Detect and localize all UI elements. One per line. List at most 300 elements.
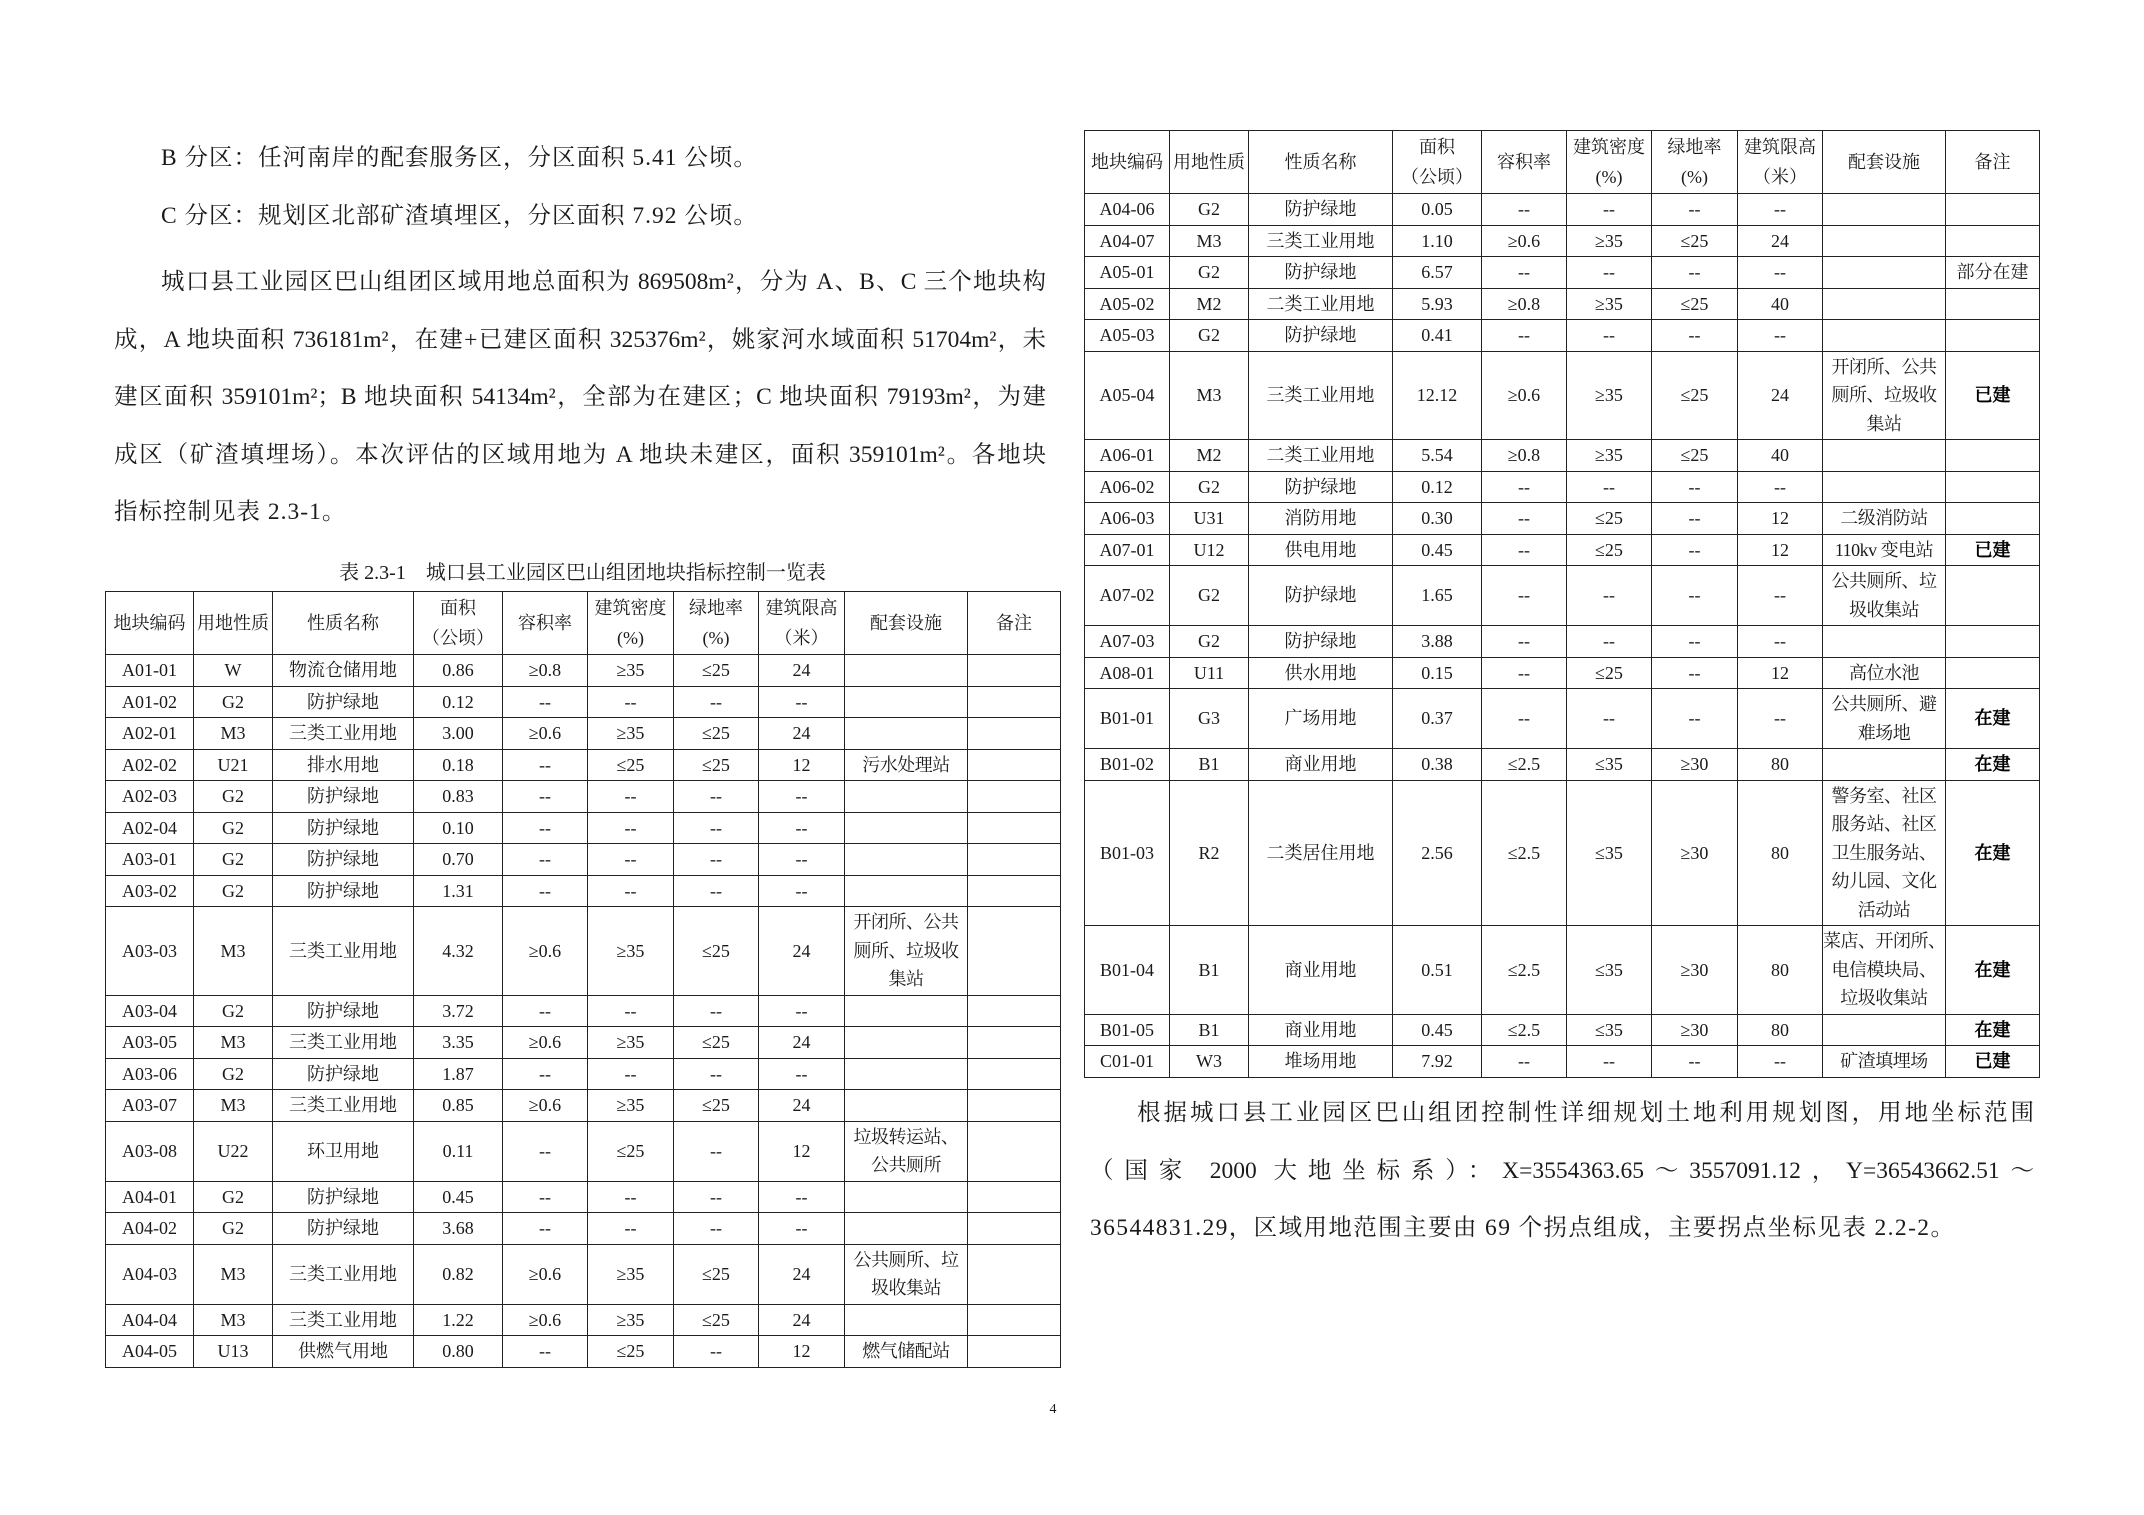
- cell-remark: [968, 907, 1061, 996]
- cell-land-use-code: B1: [1170, 1014, 1249, 1046]
- cell-area: 0.38: [1393, 749, 1482, 781]
- header-land-use-code: 用地性质: [1170, 131, 1249, 194]
- cell-area: 0.18: [414, 749, 503, 781]
- cell-facilities: [845, 995, 968, 1027]
- cell-height-limit: 24: [759, 655, 845, 687]
- cell-land-use-name: 供燃气用地: [273, 1336, 414, 1368]
- cell-facilities: [1823, 288, 1946, 320]
- cell-facilities: [1823, 626, 1946, 658]
- cell-land-use-code: B1: [1170, 749, 1249, 781]
- cell-green-ratio: ≥30: [1652, 749, 1738, 781]
- cell-remark: [968, 686, 1061, 718]
- cell-land-use-code: B1: [1170, 926, 1249, 1015]
- table-row: [106, 875, 1061, 907]
- table-row: [106, 812, 1061, 844]
- cell-plot-code: A03-07: [106, 1090, 194, 1122]
- cell-remark: [968, 875, 1061, 907]
- cell-land-use-name: 防护绿地: [1249, 626, 1393, 658]
- cell-remark: 已建: [1946, 534, 2040, 566]
- cell-remark: 在建: [1946, 689, 2040, 749]
- cell-land-use-code: M3: [194, 907, 273, 996]
- cell-green-ratio: --: [674, 1336, 759, 1368]
- cell-land-use-name: 防护绿地: [273, 812, 414, 844]
- cell-land-use-name: 供水用地: [1249, 657, 1393, 689]
- cell-land-use-code: U31: [1170, 503, 1249, 535]
- cell-plot-code: A03-04: [106, 995, 194, 1027]
- cell-land-use-name: 三类工业用地: [273, 1244, 414, 1304]
- cell-height-limit: 24: [759, 718, 845, 750]
- cell-facilities: 矿渣填埋场: [1823, 1046, 1946, 1078]
- cell-floor-area-ratio: --: [1482, 194, 1567, 226]
- cell-land-use-name: 广场用地: [1249, 689, 1393, 749]
- cell-land-use-name: 防护绿地: [273, 875, 414, 907]
- cell-land-use-code: M3: [1170, 351, 1249, 440]
- cell-remark: [968, 844, 1061, 876]
- cell-land-use-code: U12: [1170, 534, 1249, 566]
- cell-remark: 已建: [1946, 1046, 2040, 1078]
- cell-floor-area-ratio: --: [1482, 657, 1567, 689]
- table-row: [1085, 257, 2040, 289]
- cell-facilities: [845, 1213, 968, 1245]
- cell-building-density: ≤25: [588, 749, 674, 781]
- cell-plot-code: A07-03: [1085, 626, 1170, 658]
- cell-height-limit: --: [759, 1058, 845, 1090]
- cell-green-ratio: --: [1652, 320, 1738, 352]
- cell-green-ratio: --: [674, 1121, 759, 1181]
- cell-land-use-code: M3: [194, 1090, 273, 1122]
- cell-land-use-code: M2: [1170, 288, 1249, 320]
- cell-height-limit: 80: [1738, 926, 1823, 1015]
- header-height-limit: 建筑限高 （米）: [759, 592, 845, 655]
- cell-land-use-name: 环卫用地: [273, 1121, 414, 1181]
- cell-floor-area-ratio: --: [1482, 566, 1567, 626]
- cell-remark: [968, 1336, 1061, 1368]
- cell-land-use-name: 三类工业用地: [1249, 351, 1393, 440]
- cell-height-limit: 80: [1738, 780, 1823, 926]
- table-row: [1085, 1014, 2040, 1046]
- cell-height-limit: 80: [1738, 749, 1823, 781]
- cell-land-use-name: 防护绿地: [273, 1213, 414, 1245]
- cell-floor-area-ratio: --: [503, 995, 588, 1027]
- cell-land-use-code: G3: [1170, 689, 1249, 749]
- cell-green-ratio: ≤25: [674, 1244, 759, 1304]
- header-green-ratio: 绿地率 (%): [1652, 131, 1738, 194]
- cell-area: 0.37: [1393, 689, 1482, 749]
- cell-land-use-name: 三类工业用地: [273, 907, 414, 996]
- header-remark: 备注: [968, 592, 1061, 655]
- cell-area: 0.83: [414, 781, 503, 813]
- cell-remark: [968, 1058, 1061, 1090]
- cell-building-density: ≤35: [1567, 926, 1652, 1015]
- cell-area: 4.32: [414, 907, 503, 996]
- cell-floor-area-ratio: --: [503, 812, 588, 844]
- cell-green-ratio: --: [674, 781, 759, 813]
- cell-facilities: 高位水池: [1823, 657, 1946, 689]
- cell-land-use-code: G2: [1170, 626, 1249, 658]
- table-row: [106, 844, 1061, 876]
- header-floor-area-ratio: 容积率: [503, 592, 588, 655]
- cell-plot-code: A03-06: [106, 1058, 194, 1090]
- cell-green-ratio: ≤25: [674, 1090, 759, 1122]
- cell-building-density: --: [588, 812, 674, 844]
- cell-facilities: 公共厕所、垃 圾收集站: [1823, 566, 1946, 626]
- cell-building-density: ≤35: [1567, 780, 1652, 926]
- cell-height-limit: --: [759, 1181, 845, 1213]
- cell-building-density: --: [588, 995, 674, 1027]
- cell-area: 1.10: [1393, 225, 1482, 257]
- cell-remark: [968, 1181, 1061, 1213]
- cell-height-limit: --: [759, 875, 845, 907]
- table-row: [106, 1090, 1061, 1122]
- cell-facilities: [845, 812, 968, 844]
- cell-green-ratio: ≤25: [674, 749, 759, 781]
- cell-building-density: --: [1567, 471, 1652, 503]
- cell-area: 0.15: [1393, 657, 1482, 689]
- cell-height-limit: 80: [1738, 1014, 1823, 1046]
- table-row: [106, 907, 1061, 996]
- cell-building-density: --: [588, 1213, 674, 1245]
- cell-land-use-name: 三类工业用地: [273, 1027, 414, 1059]
- cell-height-limit: --: [1738, 320, 1823, 352]
- cell-land-use-code: M2: [1170, 440, 1249, 472]
- cell-floor-area-ratio: --: [1482, 471, 1567, 503]
- cell-floor-area-ratio: --: [503, 781, 588, 813]
- cell-plot-code: B01-04: [1085, 926, 1170, 1015]
- cell-facilities: [845, 1304, 968, 1336]
- cell-remark: [1946, 657, 2040, 689]
- cell-facilities: [845, 686, 968, 718]
- cell-land-use-code: G2: [194, 1181, 273, 1213]
- cell-building-density: --: [1567, 626, 1652, 658]
- cell-plot-code: A04-05: [106, 1336, 194, 1368]
- cell-green-ratio: --: [674, 875, 759, 907]
- cell-area: 12.12: [1393, 351, 1482, 440]
- cell-area: 0.82: [414, 1244, 503, 1304]
- cell-plot-code: A01-01: [106, 655, 194, 687]
- area-summary-paragraph: [114, 254, 1046, 542]
- cell-building-density: --: [588, 875, 674, 907]
- cell-plot-code: A04-02: [106, 1213, 194, 1245]
- cell-plot-code: A06-03: [1085, 503, 1170, 535]
- table-row: [1085, 471, 2040, 503]
- cell-remark: 已建: [1946, 351, 2040, 440]
- cell-remark: [1946, 471, 2040, 503]
- cell-remark: 在建: [1946, 780, 2040, 926]
- cell-building-density: ≤25: [1567, 534, 1652, 566]
- cell-land-use-name: 商业用地: [1249, 749, 1393, 781]
- cell-remark: [968, 1027, 1061, 1059]
- cell-plot-code: A06-01: [1085, 440, 1170, 472]
- cell-building-density: ≥35: [1567, 288, 1652, 320]
- cell-green-ratio: --: [674, 1213, 759, 1245]
- cell-land-use-name: 二类工业用地: [1249, 440, 1393, 472]
- cell-area: 5.54: [1393, 440, 1482, 472]
- cell-green-ratio: --: [1652, 194, 1738, 226]
- table-row: [106, 1121, 1061, 1181]
- cell-land-use-name: 三类工业用地: [273, 1090, 414, 1122]
- cell-plot-code: A07-01: [1085, 534, 1170, 566]
- cell-land-use-name: 排水用地: [273, 749, 414, 781]
- cell-facilities: 110kv 变电站: [1823, 534, 1946, 566]
- cell-facilities: 警务室、社区 服务站、社区 卫生服务站、 幼儿园、文化 活动站: [1823, 780, 1946, 926]
- table-row: [106, 1213, 1061, 1245]
- cell-green-ratio: ≤25: [1652, 351, 1738, 440]
- cell-plot-code: A02-01: [106, 718, 194, 750]
- cell-land-use-code: G2: [194, 844, 273, 876]
- cell-green-ratio: --: [674, 995, 759, 1027]
- cell-area: 0.51: [1393, 926, 1482, 1015]
- table-header-row: [1085, 131, 2040, 194]
- cell-area: 1.87: [414, 1058, 503, 1090]
- cell-height-limit: 24: [759, 1027, 845, 1059]
- cell-plot-code: B01-02: [1085, 749, 1170, 781]
- table-header-row: [106, 592, 1061, 655]
- cell-land-use-code: G2: [1170, 566, 1249, 626]
- cell-land-use-name: 防护绿地: [1249, 257, 1393, 289]
- table-row: [106, 1058, 1061, 1090]
- cell-remark: [1946, 566, 2040, 626]
- cell-remark: [968, 718, 1061, 750]
- cell-floor-area-ratio: --: [503, 844, 588, 876]
- cell-area: 0.41: [1393, 320, 1482, 352]
- cell-facilities: [1823, 1014, 1946, 1046]
- cell-floor-area-ratio: --: [503, 749, 588, 781]
- table-row: [106, 1304, 1061, 1336]
- cell-green-ratio: --: [1652, 257, 1738, 289]
- table-row: [1085, 626, 2040, 658]
- cell-land-use-code: M3: [194, 1304, 273, 1336]
- cell-area: 3.68: [414, 1213, 503, 1245]
- cell-area: 0.12: [414, 686, 503, 718]
- cell-land-use-code: G2: [194, 686, 273, 718]
- header-height-limit: 建筑限高 （米）: [1738, 131, 1823, 194]
- cell-height-limit: 12: [1738, 657, 1823, 689]
- coordinate-range-paragraph: [1090, 1085, 2034, 1258]
- cell-floor-area-ratio: ≥0.6: [503, 1244, 588, 1304]
- cell-remark: [1946, 440, 2040, 472]
- cell-remark: [1946, 225, 2040, 257]
- cell-facilities: [1823, 749, 1946, 781]
- table-row: [1085, 351, 2040, 440]
- cell-area: 1.31: [414, 875, 503, 907]
- table-row: [106, 1027, 1061, 1059]
- table-row: [1085, 534, 2040, 566]
- cell-remark: [968, 1304, 1061, 1336]
- cell-green-ratio: --: [1652, 503, 1738, 535]
- cell-land-use-name: 防护绿地: [273, 1181, 414, 1213]
- cell-land-use-code: U22: [194, 1121, 273, 1181]
- cell-floor-area-ratio: ≥0.6: [1482, 351, 1567, 440]
- intro-line-c-zone: C 分区：规划区北部矿渣填埋区，分区面积 7.92 公顷。: [161, 202, 758, 229]
- cell-height-limit: 12: [759, 749, 845, 781]
- cell-land-use-code: G2: [1170, 471, 1249, 503]
- cell-facilities: [1823, 257, 1946, 289]
- cell-land-use-code: G2: [1170, 320, 1249, 352]
- cell-facilities: 垃圾转运站、 公共厕所: [845, 1121, 968, 1181]
- cell-green-ratio: --: [1652, 626, 1738, 658]
- cell-area: 0.80: [414, 1336, 503, 1368]
- cell-remark: 在建: [1946, 749, 2040, 781]
- cell-height-limit: --: [1738, 257, 1823, 289]
- header-floor-area-ratio: 容积率: [1482, 131, 1567, 194]
- header-building-density: 建筑密度 (%): [1567, 131, 1652, 194]
- cell-floor-area-ratio: ≥0.6: [503, 1090, 588, 1122]
- cell-area: 0.12: [1393, 471, 1482, 503]
- cell-remark: [968, 781, 1061, 813]
- cell-land-use-code: U11: [1170, 657, 1249, 689]
- cell-facilities: [845, 1027, 968, 1059]
- cell-building-density: --: [1567, 194, 1652, 226]
- cell-remark: [968, 812, 1061, 844]
- coordinate-line: 36544831.29，区域用地范围主要由 69 个拐点组成，主要拐点坐标见表 2.2-2。: [1090, 1215, 1956, 1241]
- cell-area: 0.70: [414, 844, 503, 876]
- cell-land-use-code: G2: [194, 781, 273, 813]
- cell-facilities: [845, 1090, 968, 1122]
- cell-building-density: ≥35: [588, 907, 674, 996]
- cell-floor-area-ratio: ≤2.5: [1482, 780, 1567, 926]
- cell-height-limit: 24: [759, 1244, 845, 1304]
- cell-building-density: ≤35: [1567, 1014, 1652, 1046]
- cell-plot-code: A04-01: [106, 1181, 194, 1213]
- table-row: [106, 1336, 1061, 1368]
- cell-building-density: ≥35: [588, 1304, 674, 1336]
- cell-building-density: ≥35: [588, 655, 674, 687]
- cell-floor-area-ratio: ≤2.5: [1482, 1014, 1567, 1046]
- cell-floor-area-ratio: --: [1482, 534, 1567, 566]
- cell-height-limit: --: [759, 781, 845, 813]
- cell-building-density: --: [588, 1058, 674, 1090]
- cell-area: 3.72: [414, 995, 503, 1027]
- cell-area: 0.45: [1393, 534, 1482, 566]
- table-row: [106, 718, 1061, 750]
- cell-building-density: --: [588, 844, 674, 876]
- cell-height-limit: 40: [1738, 288, 1823, 320]
- cell-remark: 部分在建: [1946, 257, 2040, 289]
- cell-floor-area-ratio: --: [1482, 503, 1567, 535]
- cell-land-use-name: 消防用地: [1249, 503, 1393, 535]
- cell-height-limit: --: [1738, 471, 1823, 503]
- cell-height-limit: 24: [759, 907, 845, 996]
- cell-green-ratio: --: [674, 686, 759, 718]
- cell-building-density: ≥35: [588, 1090, 674, 1122]
- header-plot-code: 地块编码: [106, 592, 194, 655]
- table-row: [1085, 288, 2040, 320]
- cell-building-density: --: [1567, 257, 1652, 289]
- table-body: [106, 655, 1061, 1368]
- cell-floor-area-ratio: ≥0.6: [503, 1027, 588, 1059]
- cell-area: 5.93: [1393, 288, 1482, 320]
- summary-line: 建区面积 359101m²；B 地块面积 54134m²，全部为在建区；C 地块面积 79193m²，为建: [114, 384, 1046, 410]
- cell-floor-area-ratio: --: [1482, 626, 1567, 658]
- cell-land-use-name: 物流仓储用地: [273, 655, 414, 687]
- cell-building-density: ≤25: [588, 1336, 674, 1368]
- cell-green-ratio: ≥30: [1652, 780, 1738, 926]
- cell-plot-code: A02-02: [106, 749, 194, 781]
- cell-height-limit: 40: [1738, 440, 1823, 472]
- cell-facilities: 公共厕所、垃 圾收集站: [845, 1244, 968, 1304]
- cell-land-use-name: 二类居住用地: [1249, 780, 1393, 926]
- table-row: [1085, 749, 2040, 781]
- cell-floor-area-ratio: --: [1482, 320, 1567, 352]
- cell-land-use-code: G2: [1170, 194, 1249, 226]
- header-building-density: 建筑密度 (%): [588, 592, 674, 655]
- cell-land-use-code: M3: [194, 1027, 273, 1059]
- cell-green-ratio: --: [1652, 566, 1738, 626]
- cell-green-ratio: ≤25: [1652, 225, 1738, 257]
- cell-facilities: 二级消防站: [1823, 503, 1946, 535]
- header-land-use-name: 性质名称: [1249, 131, 1393, 194]
- table-row: [106, 749, 1061, 781]
- cell-floor-area-ratio: --: [503, 1121, 588, 1181]
- coordinate-line: （国家 2000 大地坐标系）：X=3554363.65～3557091.12，Y=36543662.51～: [1090, 1157, 2034, 1184]
- cell-building-density: ≥35: [1567, 225, 1652, 257]
- cell-area: 3.35: [414, 1027, 503, 1059]
- cell-facilities: [845, 1058, 968, 1090]
- cell-land-use-name: 供电用地: [1249, 534, 1393, 566]
- cell-remark: [968, 1090, 1061, 1122]
- cell-area: 0.85: [414, 1090, 503, 1122]
- cell-building-density: --: [1567, 689, 1652, 749]
- header-green-ratio: 绿地率 (%): [674, 592, 759, 655]
- cell-green-ratio: ≤25: [674, 907, 759, 996]
- cell-plot-code: B01-01: [1085, 689, 1170, 749]
- header-plot-code: 地块编码: [1085, 131, 1170, 194]
- cell-land-use-name: 防护绿地: [273, 1058, 414, 1090]
- cell-green-ratio: ≤25: [1652, 440, 1738, 472]
- table-row: [106, 686, 1061, 718]
- cell-green-ratio: --: [1652, 534, 1738, 566]
- cell-plot-code: A03-05: [106, 1027, 194, 1059]
- cell-facilities: 燃气储配站: [845, 1336, 968, 1368]
- page-number: 4: [1049, 1402, 1057, 1417]
- cell-facilities: [845, 844, 968, 876]
- cell-plot-code: A04-04: [106, 1304, 194, 1336]
- cell-floor-area-ratio: ≥0.8: [503, 655, 588, 687]
- header-facilities: 配套设施: [845, 592, 968, 655]
- cell-land-use-name: 防护绿地: [273, 995, 414, 1027]
- cell-green-ratio: --: [1652, 471, 1738, 503]
- cell-facilities: [1823, 194, 1946, 226]
- cell-land-use-code: M3: [1170, 225, 1249, 257]
- cell-floor-area-ratio: --: [1482, 257, 1567, 289]
- cell-facilities: [845, 1181, 968, 1213]
- cell-building-density: ≤25: [588, 1121, 674, 1181]
- cell-floor-area-ratio: --: [503, 1213, 588, 1245]
- cell-remark: [1946, 288, 2040, 320]
- cell-plot-code: A05-01: [1085, 257, 1170, 289]
- table-row: [106, 655, 1061, 687]
- cell-area: 2.56: [1393, 780, 1482, 926]
- cell-land-use-name: 商业用地: [1249, 926, 1393, 1015]
- coordinate-line: 根据城口县工业园区巴山组团控制性详细规划土地利用规划图，用地坐标范围: [1137, 1100, 2034, 1126]
- cell-land-use-code: G2: [194, 812, 273, 844]
- cell-plot-code: A03-02: [106, 875, 194, 907]
- cell-height-limit: 12: [1738, 534, 1823, 566]
- header-facilities: 配套设施: [1823, 131, 1946, 194]
- cell-area: 0.11: [414, 1121, 503, 1181]
- cell-land-use-name: 防护绿地: [273, 844, 414, 876]
- cell-green-ratio: --: [1652, 1046, 1738, 1078]
- cell-facilities: [1823, 440, 1946, 472]
- cell-remark: [1946, 503, 2040, 535]
- table-row: [1085, 440, 2040, 472]
- table-row: [1085, 503, 2040, 535]
- table-row: [1085, 689, 2040, 749]
- cell-land-use-name: 防护绿地: [1249, 194, 1393, 226]
- cell-floor-area-ratio: ≥0.8: [1482, 288, 1567, 320]
- cell-floor-area-ratio: --: [1482, 689, 1567, 749]
- cell-area: 0.10: [414, 812, 503, 844]
